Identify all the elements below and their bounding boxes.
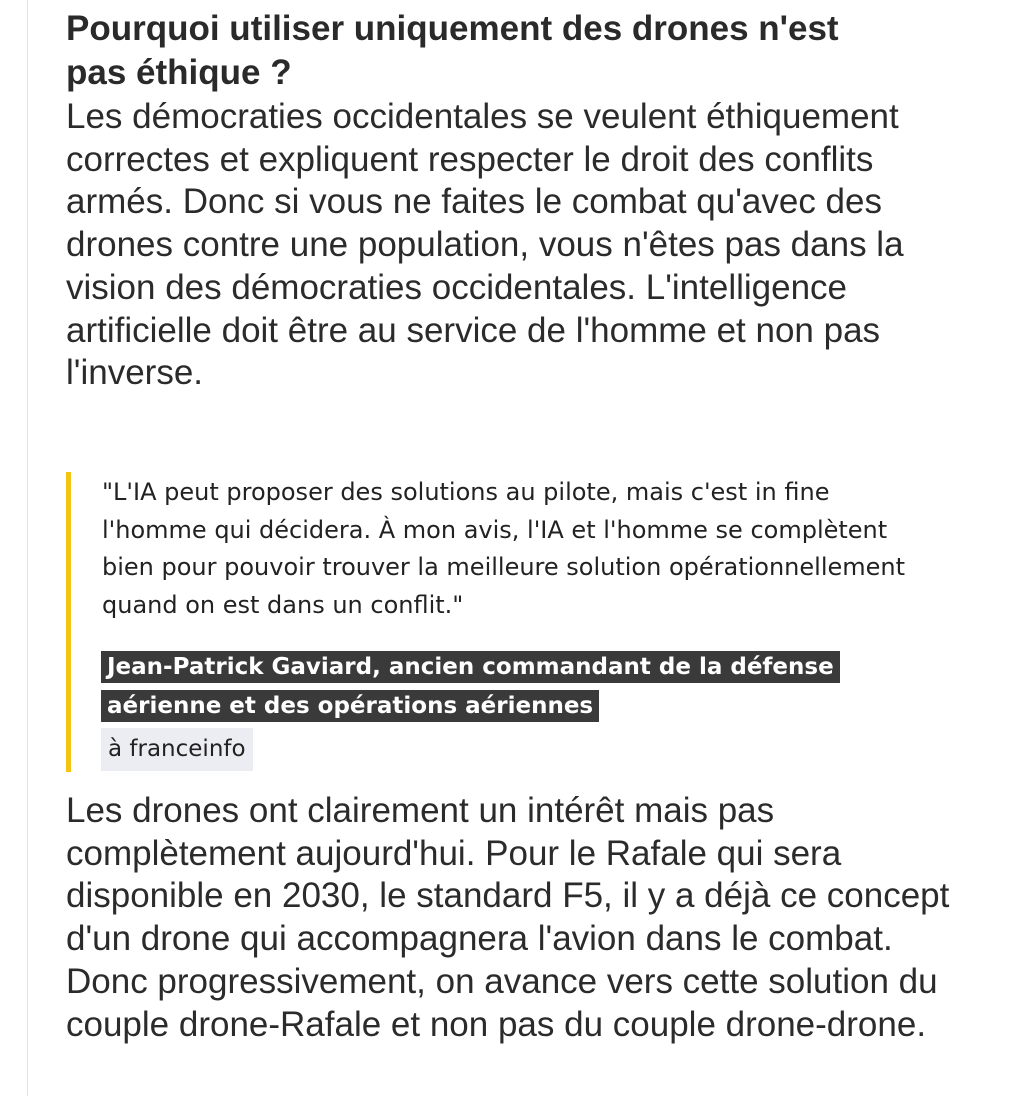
section-heading: Pourquoi utiliser uniquement des drones n'est pas éthique ?	[66, 9, 839, 92]
quote-accent-bar	[66, 472, 71, 772]
article-body	[66, 0, 966, 619]
quote-author-label: Jean-Patrick Gaviard, ancien commandant de la défense aérienne et des opérations aériennes	[101, 651, 840, 722]
quote-source: à franceinfo	[101, 728, 253, 771]
page-left-border	[27, 0, 28, 1096]
paragraph-intro: Les démocraties occidentales se veulent éthiquement correctes et expliquent respecter le droit des conflits armés. Donc si vous ne faites le combat qu'avec des drones contre une population, vous n'êtes pas dans la vision des démocraties occidentales. L'intelligence artificielle doit être au service de l'homme et non pas l'inverse.	[66, 97, 904, 393]
quote-author	[101, 648, 901, 726]
quote-text: "L'IA peut proposer des solutions au pilote, mais c'est in fine l'homme qui décidera. À mon avis, l'IA et l'homme se complètent bien pour pouvoir trouver la meilleure solution opérationnellement quand on est dans un conflit."	[102, 478, 906, 619]
quote-block	[66, 472, 946, 772]
paragraph-conclusion: Les drones ont clairement un intérêt mais pas complètement aujourd'hui. Pour le Rafale qui sera disponible en 2030, le standard F5, il y a déjà ce concept d'un drone qui accompagnera l'avion dans le combat. Donc progressivement, on avance vers cette solution du couple drone-Rafale et non pas du couple drone-drone.	[66, 791, 950, 1044]
